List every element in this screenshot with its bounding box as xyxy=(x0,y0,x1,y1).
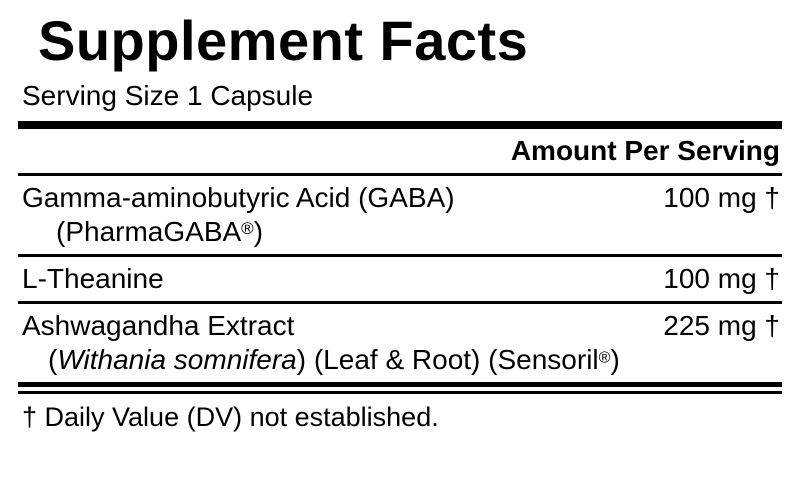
ingredient-row-gaba xyxy=(18,176,782,254)
supplement-facts-panel xyxy=(0,9,800,483)
amount-per-serving-header xyxy=(18,129,782,173)
ingredient-amount: 225 mg † xyxy=(663,310,780,342)
ingredient-name: Gamma-aminobutyric Acid (GABA) xyxy=(22,181,455,213)
ingredient-name: L-Theanine xyxy=(22,262,164,294)
ingredient-amount: 100 mg † xyxy=(663,262,780,294)
ingredient-sub-detail xyxy=(18,215,782,249)
divider-thick-top xyxy=(18,121,782,129)
serving-size-text: Serving Size 1 Capsule xyxy=(22,79,314,111)
ingredient-row-ashwagandha xyxy=(18,304,782,382)
ingredient-amount: 100 mg † xyxy=(663,181,780,213)
ingredient-row-theanine xyxy=(18,257,782,301)
ingredient-sub-suffix: ) (Leaf & Root) (Sensoril xyxy=(296,344,599,376)
ingredient-name: Ashwagandha Extract xyxy=(22,310,295,342)
ingredient-sub-tail: ) xyxy=(610,344,620,376)
registered-trademark-icon: ® xyxy=(241,218,254,238)
footnote-daily-value: † Daily Value (DV) not established. xyxy=(22,402,439,433)
ingredient-sub-prefix: ( xyxy=(48,344,58,376)
ingredient-sub-tail: ) xyxy=(253,215,264,247)
ingredient-sub-detail xyxy=(18,343,782,377)
ingredient-sub-text: (PharmaGABA xyxy=(56,215,242,247)
registered-trademark-icon: ® xyxy=(598,349,611,367)
page-title: Supplement Facts xyxy=(38,9,529,72)
ingredient-botanical-name: Withania somnifera xyxy=(57,344,297,376)
amount-per-serving-label: Amount Per Serving xyxy=(510,134,780,166)
